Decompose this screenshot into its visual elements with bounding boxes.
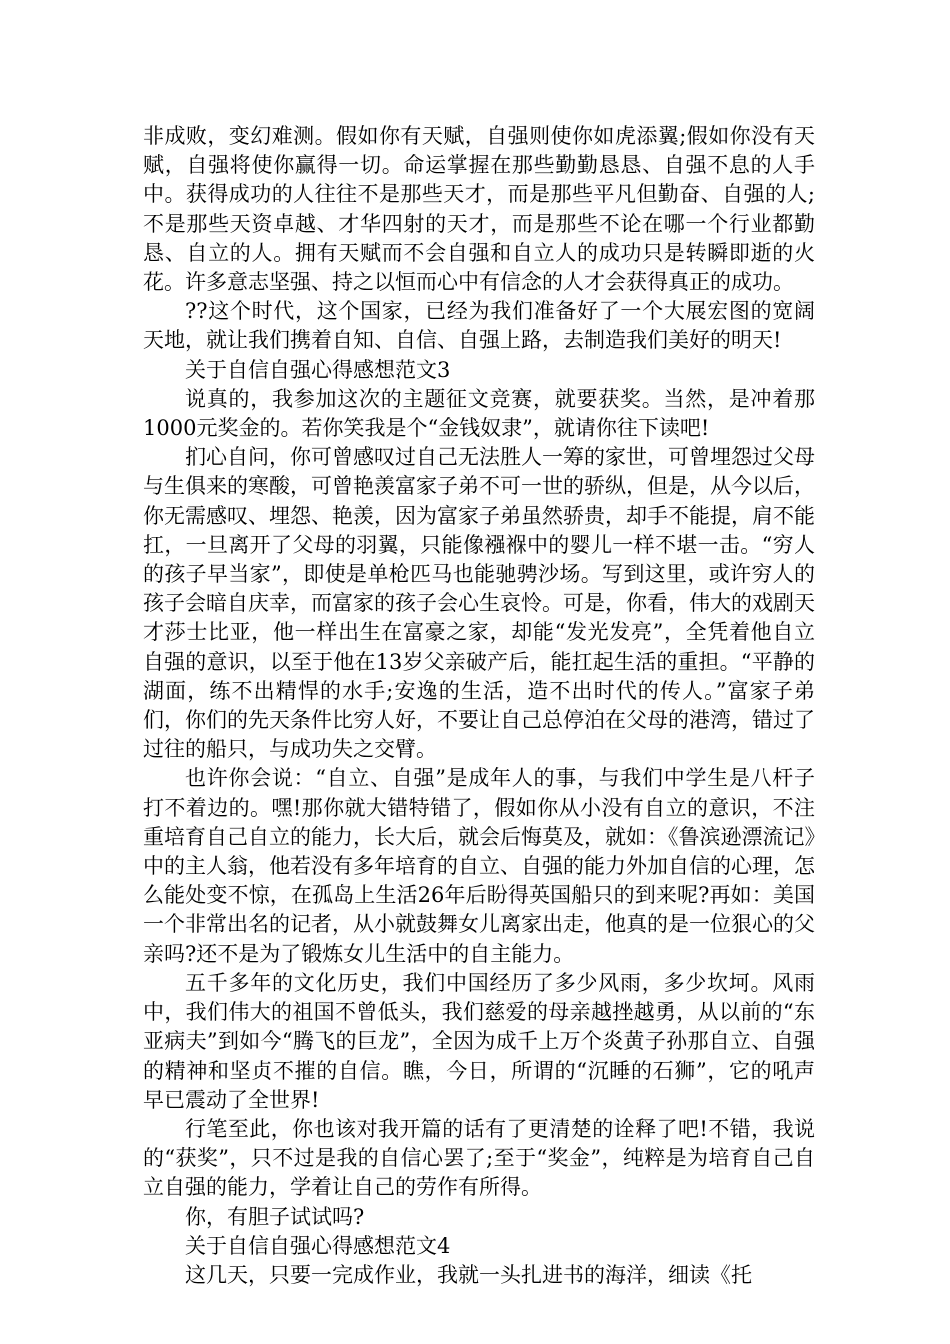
section-heading: 关于自信自强心得感想范文4 xyxy=(185,1233,451,1258)
paragraph: 这几天，只要一完成作业，我就一头扎进书的海洋，细读《托 xyxy=(185,1262,752,1287)
document-body xyxy=(143,122,815,1290)
paragraph: 非成败，变幻难测。假如你有天赋，自强则使你如虎添翼;假如你没有天赋，自强将使你赢得一切。命运掌握在那些勤勤恳恳、自强不息的人手中。获得成功的人往往不是那些天才，而是那些平凡但勤奋、自强的人;不是那些天资卓越、才华四射的天才，而是那些不论在哪一个行业都勤恳、自立的人。拥有天赋而不会自强和自立人的成功只是转瞬即逝的火花。许多意志坚强、持之以恒而心中有信念的人才会获得真正的成功。 xyxy=(143,124,815,295)
paragraph: ??这个时代，这个国家，已经为我们准备好了一个大展宏图的宽阔天地，就让我们携着自知、自信、自强上路，去制造我们美好的明天! xyxy=(143,299,815,353)
section-heading: 关于自信自强心得感想范文3 xyxy=(185,357,451,382)
paragraph: 说真的，我参加这次的主题征文竞赛，就要获奖。当然，是冲着那1000元奖金的。若你笑我是个“金钱奴隶”，就请你往下读吧! xyxy=(143,386,815,441)
paragraph: 五千多年的文化历史，我们中国经历了多少风雨，多少坎坷。风雨中，我们伟大的祖国不曾低头，我们慈爱的母亲越挫越勇，从以前的“东亚病夫”到如今“腾飞的巨龙”，全因为成千上万个炎黄子孙那自立、自强的精神和坚贞不摧的自信。瞧，今日，所谓的“沉睡的石狮”，它的吼声早已震动了全世界! xyxy=(143,970,815,1112)
paragraph: 你，有胆子试试吗? xyxy=(185,1204,365,1229)
paragraph: 行笔至此，你也该对我开篇的话有了更清楚的诠释了吧!不错，我说的“获奖”，只不过是我的自信心罢了;至于“奖金”，纯粹是为培育自己自立自强的能力，学着让自己的劳作有所得。 xyxy=(143,1116,815,1200)
paragraph: 扪心自问，你可曾感叹过自己无法胜人一筹的家世，可曾埋怨过父母与生俱来的寒酸，可曾艳羡富家子弟不可一世的骄纵，但是，从今以后，你无需感叹、埋怨、艳羡，因为富家子弟虽然骄贵，却手不能提，肩不能扛，一旦离开了父母的羽翼，只能像襁褓中的婴儿一样不堪一击。“穷人的孩子早当家”，即使是单枪匹马也能驰骋沙场。写到这里，或许穷人的孩子会暗自庆幸，而富家的孩子会心生哀怜。可是，你看，伟大的戏剧天才莎士比亚，他一样出生在富豪之家，却能“发光发亮”，全凭着他自立自强的意识，以至于他在13岁父亲破产后，能扛起生活的重担。“平静的湖面，练不出精悍的水手;安逸的生活，造不出时代的传人。”富家子弟们，你们的先天条件比穷人好，不要让自己总停泊在父母的港湾，错过了过往的船只，与成功失之交臂。 xyxy=(143,445,815,762)
paragraph: 也许你会说：“自立、自强”是成年人的事，与我们中学生是八杆子打不着边的。嘿!那你就大错特错了，假如你从小没有自立的意识，不注重培育自己自立的能力，长大后，就会后悔莫及，就如：《鲁滨逊漂流记》中的主人翁，他若没有多年培育的自立、自强的能力外加自信的心理，怎么能处变不惊，在孤岛上生活26年后盼得英国船只的到来呢?再如：美国一个非常出名的记者，从小就鼓舞女儿离家出走，他真的是一位狠心的父亲吗?还不是为了锻炼女儿生活中的自主能力。 xyxy=(143,766,815,966)
